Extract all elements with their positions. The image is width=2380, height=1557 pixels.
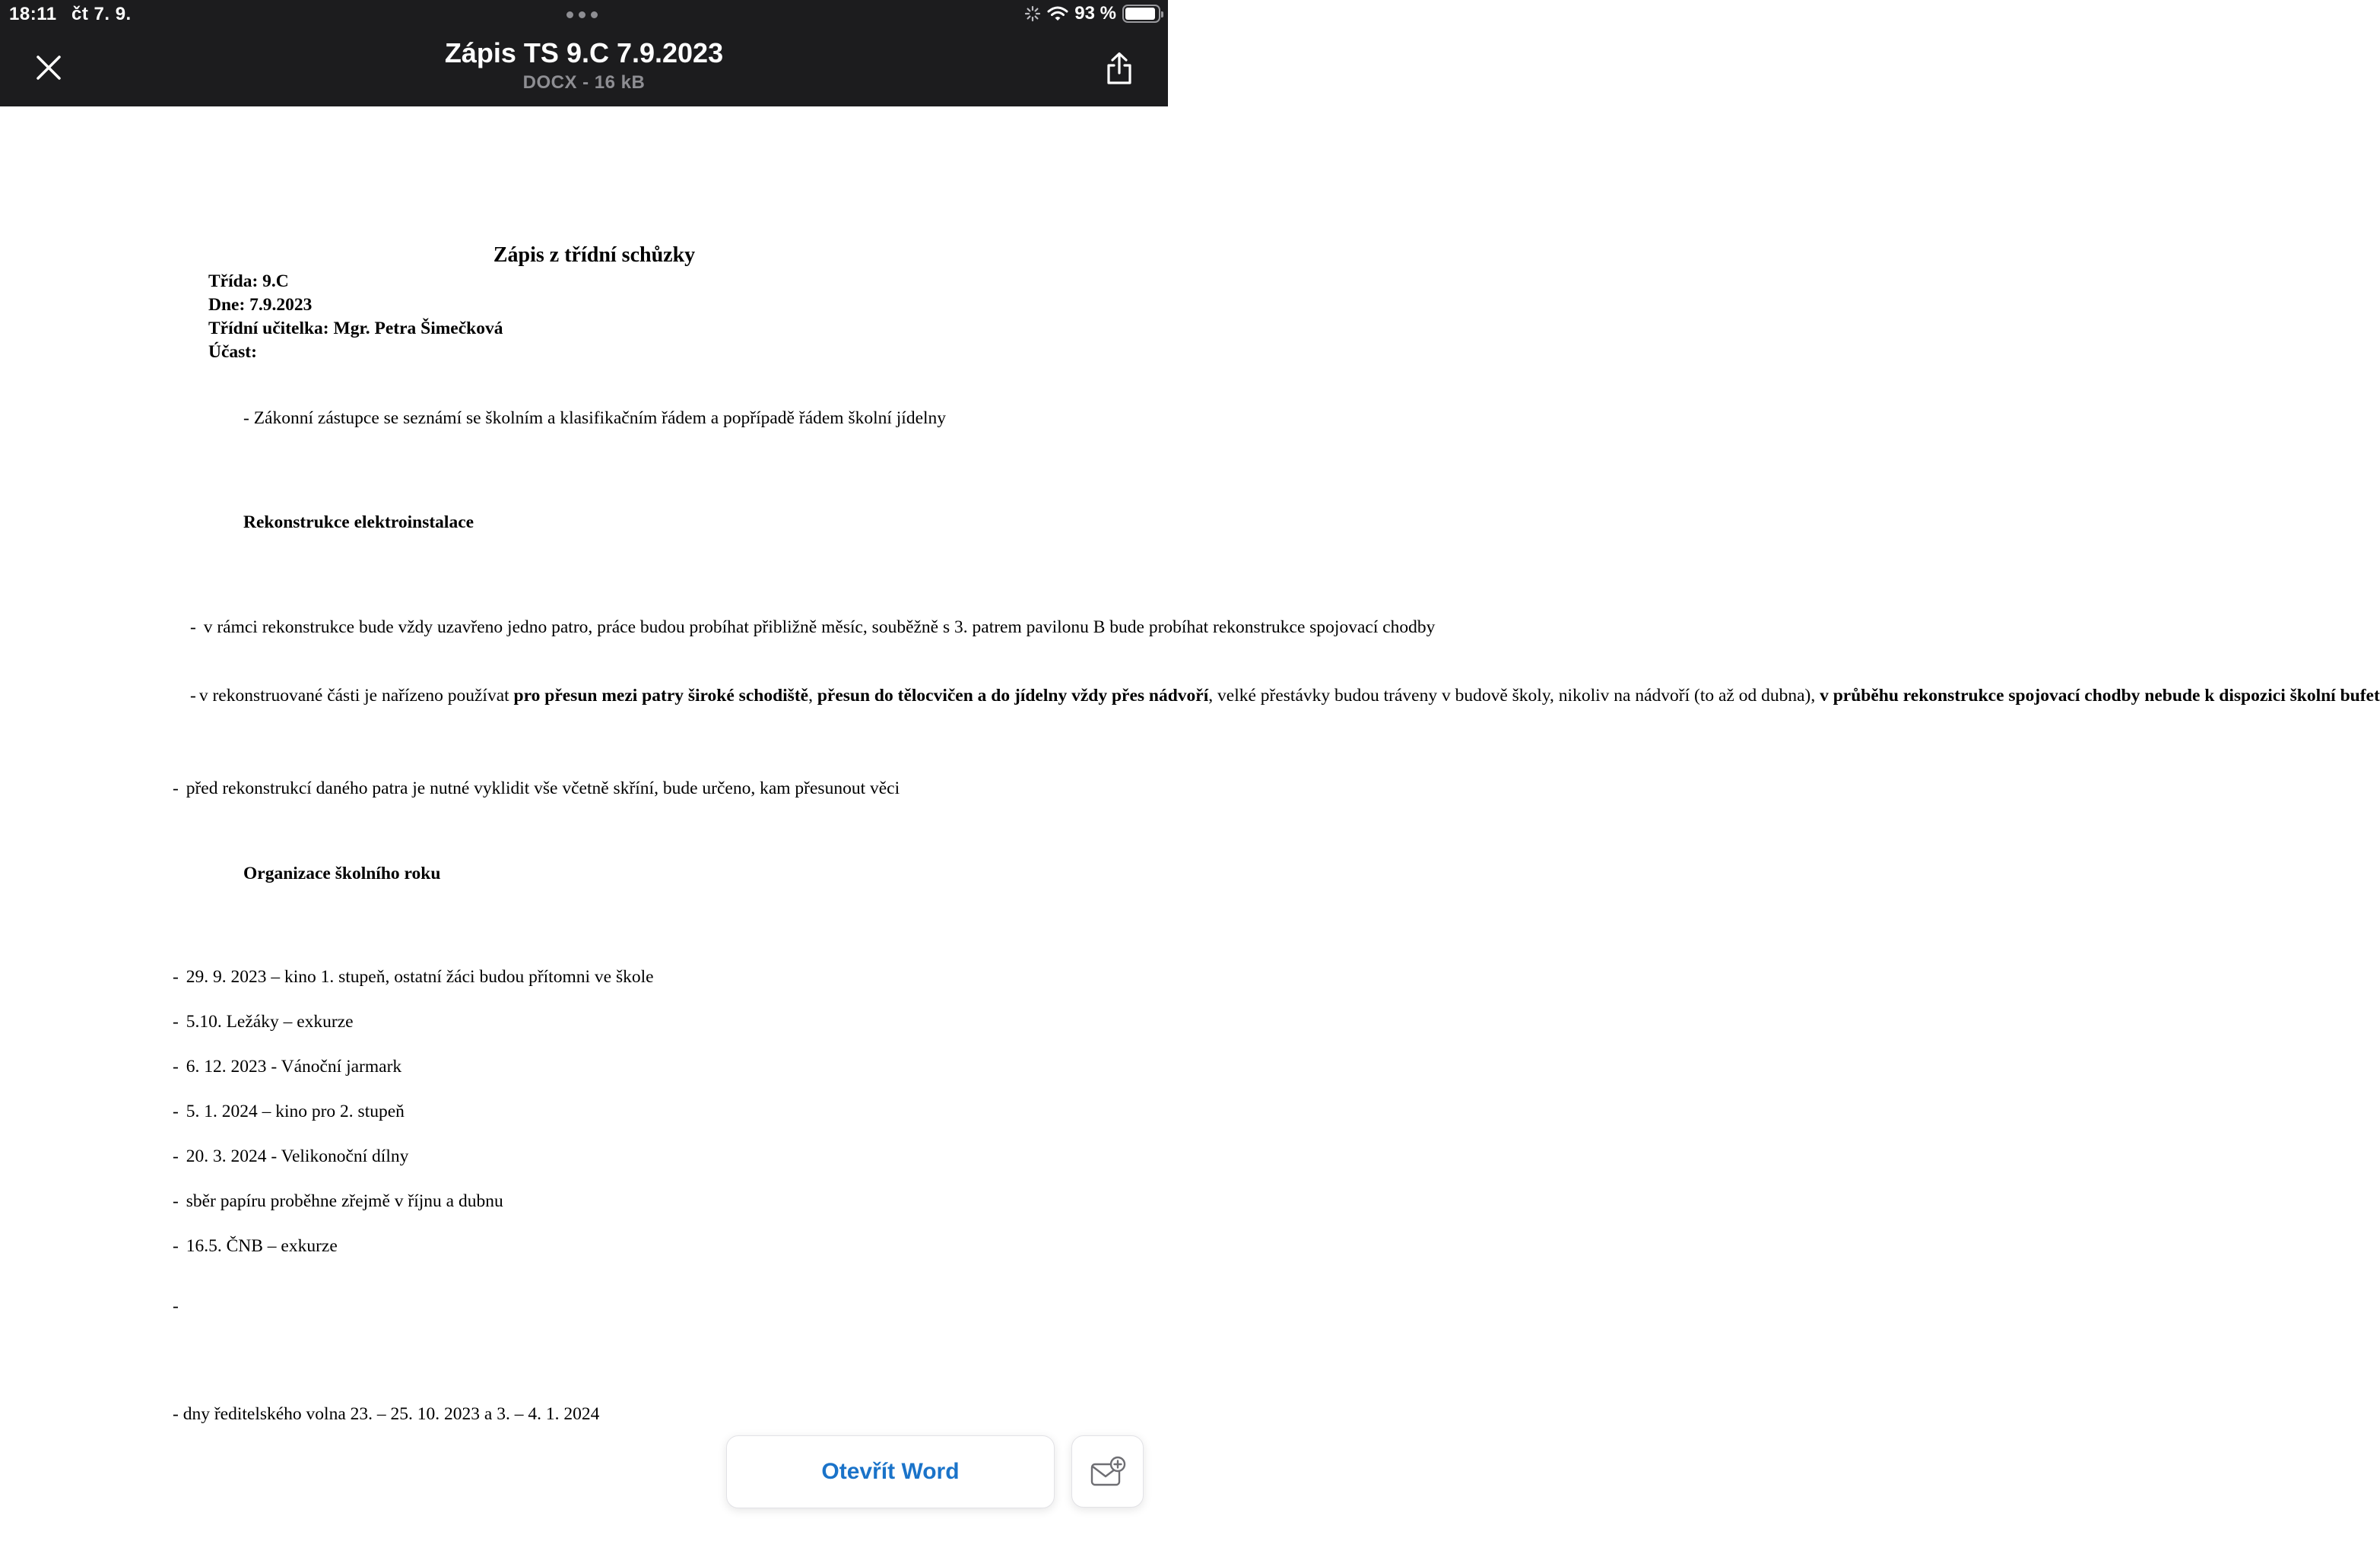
battery-percentage: 93 % <box>1074 3 1116 24</box>
wifi-icon <box>1047 5 1068 22</box>
bullet-dash: - <box>173 1191 179 1211</box>
battery-icon <box>1122 5 1160 23</box>
share-icon <box>1105 52 1134 85</box>
bullet-dash: - <box>173 1146 179 1166</box>
list-item <box>173 1100 405 1124</box>
section-title-reconstruction: Rekonstrukce elektroinstalace <box>243 512 474 532</box>
list-item <box>173 1190 503 1213</box>
reconstruction-text-1: v rámci rekonstrukce bude vždy uzavřeno jedno patro, práce budou probíhat přibližně měsíc, souběžně s 3. patrem pavilonu B bude probíhat rekonstrukce spojovací chodby <box>203 617 1436 637</box>
meta-teacher: Třídní učitelka: Mgr. Petra Šimečková <box>208 319 503 338</box>
meta-attendance: Účast: <box>208 342 257 362</box>
section-title-organization: Organizace školního roku <box>243 864 441 883</box>
intro-paragraph: - Zákonní zástupce se seznámí se školním a klasifikačním řádem a popřípadě řádem školní jídelny <box>243 408 947 428</box>
p2-text-3: , velké přestávky budou tráveny v budově školy, nikoliv na nádvoří (to až od dubna), <box>1208 686 1820 706</box>
list-item <box>173 966 654 989</box>
bullet-dash: - <box>173 1102 179 1121</box>
bullet-dash: - <box>173 1236 179 1256</box>
reconstruction-paragraph-1 <box>173 616 1436 639</box>
status-indicators <box>1024 3 1160 24</box>
list-item-last: - dny ředitelského volna 23. – 25. 10. 2023 a 3. – 4. 1. 2024 <box>173 1404 600 1424</box>
status-time: 18:11 <box>9 4 57 24</box>
list-item-text: 6. 12. 2023 - Vánoční jarmark <box>186 1057 402 1077</box>
bullet-dash: - <box>173 1057 179 1077</box>
bullet-dash: - <box>173 778 179 798</box>
list-item <box>173 1010 354 1034</box>
list-item <box>173 1235 338 1258</box>
list-item-text: 5. 1. 2024 – kino pro 2. stupeň <box>186 1102 405 1121</box>
list-item-text: 5.10. Ležáky – exkurze <box>186 1012 354 1032</box>
activity-spinner-icon <box>1024 5 1041 22</box>
reconstruction-paragraph-3 <box>173 777 900 801</box>
list-item-text: 16.5. ČNB – exkurze <box>186 1236 338 1256</box>
meta-date: Dne: 7.9.2023 <box>208 295 313 315</box>
compose-mail-plus-icon <box>1090 1457 1125 1487</box>
list-item-text: 29. 9. 2023 – kino 1. stupeň, ostatní žáci budou přítomni ve škole <box>186 967 654 987</box>
list-item-text: 20. 3. 2024 - Velikonoční dílny <box>186 1146 409 1166</box>
meta-class: Třída: 9.C <box>208 271 289 291</box>
document-title: Zápis TS 9.C 7.9.2023 <box>444 37 724 68</box>
document-meta: DOCX - 16 kB <box>522 72 646 93</box>
reconstruction-text-3: před rekonstrukcí daného patra je nutné vyklidit vše včetně skříní, bude určeno, kam přesunout věci <box>186 778 900 798</box>
bullet-dash: - <box>173 967 179 987</box>
share-button[interactable] <box>1101 49 1138 88</box>
bullet-dash: - <box>173 1012 179 1032</box>
list-item <box>173 1145 408 1169</box>
open-word-button[interactable]: Otevřít Word <box>726 1435 1055 1508</box>
status-date: čt 7. 9. <box>71 4 132 24</box>
multitasking-dots-icon[interactable] <box>566 11 598 18</box>
list-item-text: sběr papíru proběhne zřejmě v říjnu a dubnu <box>186 1191 503 1211</box>
document-page[interactable] <box>0 106 2380 1557</box>
battery-level-fill <box>1125 8 1155 20</box>
p2-text-2: , <box>808 686 817 706</box>
document-heading: Zápis z třídní schůzky <box>493 243 696 267</box>
compose-button[interactable] <box>1071 1435 1144 1508</box>
p2-bold-1: pro přesun mezi patry široké schodiště <box>513 686 809 706</box>
bullet-dash: - <box>190 617 196 637</box>
empty-list-item: - <box>173 1296 179 1316</box>
p2-text-1: v rekonstruované části je nařízeno používat <box>198 686 514 706</box>
top-bar <box>0 0 1168 106</box>
p2-bold-2: přesun do tělocvičen a do jídelny vždy přes nádvoří <box>817 686 1209 706</box>
p2-bold-3: v průběhu rekonstrukce spojovací chodby nebude k dispozici školní bufet <box>1820 686 2380 706</box>
reconstruction-paragraph-2 <box>173 684 2380 708</box>
list-item <box>173 1055 401 1079</box>
bullet-dash: - <box>190 686 196 706</box>
